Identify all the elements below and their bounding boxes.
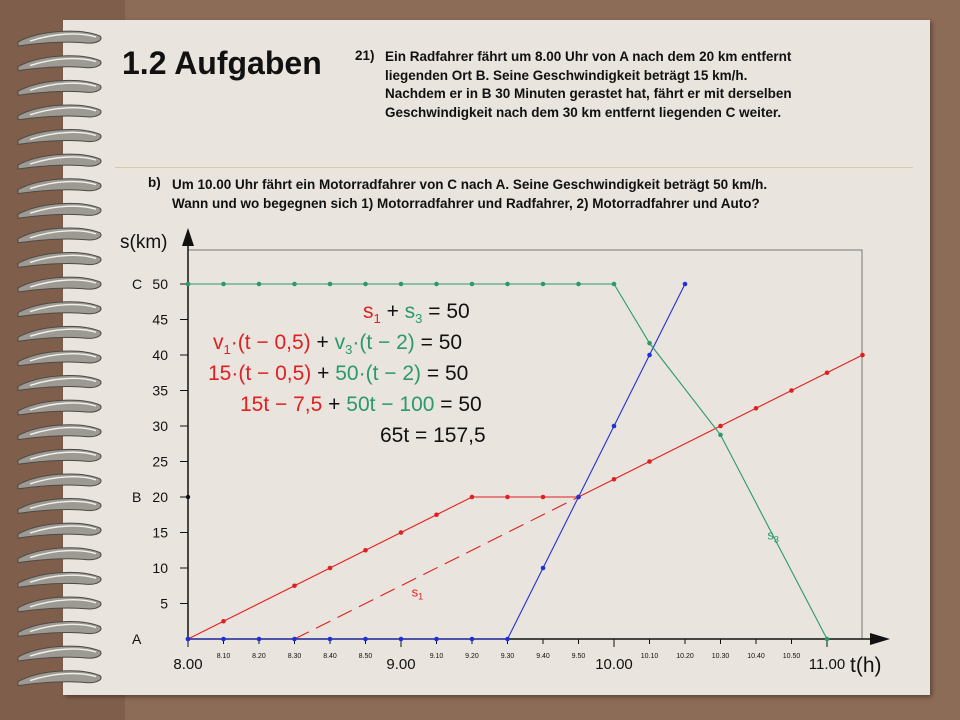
task-line: Nachdem er in B 30 Minuten gerastet hat, fährt er mit derselben xyxy=(385,86,792,101)
equation-line: 15·(t − 0,5) + 50·(t − 2) = 50 xyxy=(208,362,469,385)
x-minor-tick-label: 9.20 xyxy=(465,653,479,660)
data-point-car xyxy=(576,495,581,500)
x-minor-tick-label: 9.30 xyxy=(500,653,515,660)
data-point-car xyxy=(683,282,688,287)
data-point-motorcycle xyxy=(363,282,368,287)
data-point-motorcycle xyxy=(399,282,404,287)
data-point-cyclist xyxy=(221,619,226,624)
place-marker xyxy=(186,495,190,499)
data-point-cyclist xyxy=(363,548,368,553)
y-tick-label: 50 xyxy=(152,276,168,292)
x-minor-tick-label: 9.10 xyxy=(429,653,444,660)
y-tick-label: 40 xyxy=(152,347,168,363)
part-label: b) xyxy=(148,175,161,190)
data-point-car xyxy=(434,637,439,642)
y-tick-label: 20 xyxy=(152,489,168,505)
data-point-cyclist xyxy=(434,512,439,517)
y-tick-label: 10 xyxy=(152,560,168,576)
y-tick-label: 35 xyxy=(152,382,168,399)
x-tick-label: 8.00 xyxy=(173,656,203,673)
data-point-car xyxy=(363,637,368,642)
x-minor-tick-label: 8.40 xyxy=(323,653,337,660)
x-minor-tick-label: 9.50 xyxy=(571,653,586,660)
data-point-motorcycle xyxy=(221,282,226,287)
task-line: Ein Radfahrer fährt um 8.00 Uhr von A nach dem 20 km entfernt xyxy=(385,49,792,64)
data-point-motorcycle xyxy=(257,282,262,287)
x-tick-label: 10.00 xyxy=(595,656,633,673)
data-point-car xyxy=(257,637,262,642)
x-minor-tick-label: 8.30 xyxy=(287,653,302,660)
series-label: $s_1$ xyxy=(411,584,424,602)
y-tick-label: 25 xyxy=(152,453,168,470)
data-point-cyclist xyxy=(292,583,297,588)
x-minor-tick-label: 10.20 xyxy=(676,653,694,660)
task-number: 21) xyxy=(355,48,375,63)
data-point-motorcycle xyxy=(434,282,439,287)
data-point-cyclist xyxy=(754,406,759,411)
series-label: $s_3$ xyxy=(767,527,779,545)
x-tick-label: 11.00 xyxy=(808,656,846,673)
data-point-cyclist xyxy=(328,566,333,571)
data-point-car xyxy=(647,353,652,358)
data-point-car xyxy=(470,637,475,642)
x-axis-arrow-icon xyxy=(870,633,890,645)
data-point-motorcycle xyxy=(718,433,723,438)
y-tick-label: 15 xyxy=(152,524,168,541)
x-minor-tick-label: 8.20 xyxy=(252,653,266,660)
x-axis-label: t(h) xyxy=(850,654,882,677)
x-minor-tick-label: 8.50 xyxy=(358,653,373,660)
data-point-cyclist xyxy=(541,495,546,500)
data-point-car xyxy=(186,637,191,642)
page-title: 1.2 Aufgaben xyxy=(122,45,322,81)
data-point-cyclist xyxy=(399,530,404,535)
place-label-a: A xyxy=(132,631,142,647)
equation-line: 15t − 7,5 + 50t − 100 = 50 xyxy=(240,393,482,416)
data-point-cyclist xyxy=(612,477,617,482)
task-line: Geschwindigkeit nach dem 30 km entfernt liegenden C weiter. xyxy=(385,104,782,120)
data-point-cyclist xyxy=(825,370,830,375)
series-line-cyclist-extension xyxy=(295,497,579,639)
x-minor-tick-label: 10.50 xyxy=(782,653,801,660)
equation-line: 65t = 157,5 xyxy=(380,424,486,447)
x-minor-tick-label: 8.10 xyxy=(216,653,231,660)
y-tick-label: 5 xyxy=(160,595,168,612)
data-point-car xyxy=(399,637,404,642)
data-point-car xyxy=(612,424,617,429)
data-point-car xyxy=(505,637,510,642)
data-point-motorcycle xyxy=(292,282,297,287)
data-point-motorcycle xyxy=(186,282,191,287)
data-point-motorcycle xyxy=(612,282,617,287)
data-point-car xyxy=(221,637,226,642)
y-tick-label: 45 xyxy=(152,311,168,328)
data-point-motorcycle xyxy=(576,282,581,287)
x-minor-tick-label: 9.40 xyxy=(536,653,550,660)
x-minor-tick-label: 10.30 xyxy=(711,653,730,660)
plot-frame xyxy=(188,250,862,639)
place-label-b: B xyxy=(132,489,142,505)
data-point-car xyxy=(328,637,333,642)
x-tick-label: 9.00 xyxy=(386,656,416,673)
data-point-cyclist xyxy=(470,495,475,500)
data-point-cyclist xyxy=(647,459,652,464)
data-point-motorcycle xyxy=(647,341,652,346)
data-point-motorcycle xyxy=(505,282,510,287)
y-axis-arrow-icon xyxy=(182,228,194,246)
data-point-motorcycle xyxy=(470,282,475,287)
equation-line: $v_1\cdot(t - 0,5) + v_3\cdot(t - 2) = 50$ xyxy=(213,331,463,357)
task-line: liegenden Ort B. Seine Geschwindigkeit beträgt 15 km/h. xyxy=(385,67,748,83)
data-point-cyclist xyxy=(505,495,510,500)
data-point-cyclist xyxy=(718,424,723,429)
data-point-motorcycle xyxy=(825,637,830,642)
equation-line: $s_1 + s_3 = 50$ xyxy=(363,300,470,326)
part-line: Wann und wo begegnen sich 1) Motorradfahrer und Radfahrer, 2) Motorradfahrer und Auto? xyxy=(172,196,760,211)
place-label-c: C xyxy=(132,276,143,292)
part-line: Um 10.00 Uhr fährt ein Motorradfahrer von C nach A. Seine Geschwindigkeit beträgt 50 km/h. xyxy=(172,177,768,192)
y-tick-label: 30 xyxy=(152,418,168,434)
data-point-cyclist xyxy=(789,388,794,393)
x-minor-tick-label: 10.40 xyxy=(747,653,765,660)
y-axis-label: s(km) xyxy=(120,232,168,253)
data-point-car xyxy=(292,637,297,642)
x-minor-tick-label: 10.10 xyxy=(640,653,659,660)
data-point-motorcycle xyxy=(328,282,333,287)
data-point-motorcycle xyxy=(541,282,546,287)
data-point-car xyxy=(541,566,546,571)
data-point-cyclist xyxy=(860,353,865,358)
